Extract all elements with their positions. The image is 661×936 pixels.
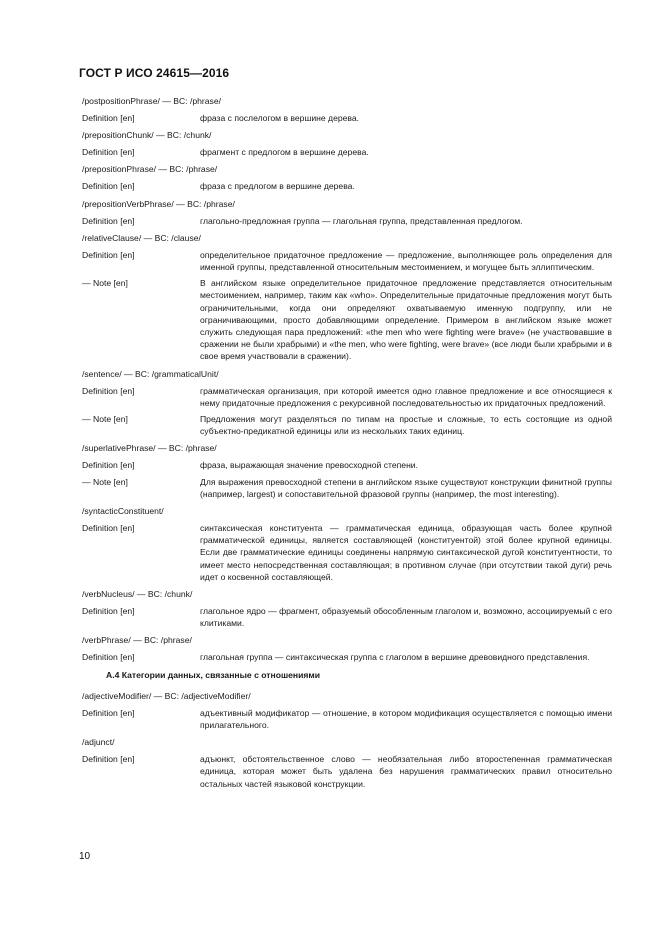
entry-label: Definition [en] [82, 523, 135, 534]
entry-row [82, 277, 612, 362]
entry-text: фраза с послелогом в вершине дерева. [200, 113, 360, 123]
entry-row [82, 522, 612, 583]
entry-heading: /adjunct/ [82, 737, 115, 748]
entry-label: Definition [en] [82, 385, 135, 396]
entry-heading: /prepositionChunk/ — BC: /chunk/ [82, 130, 212, 141]
entry-row [82, 249, 612, 273]
entry-heading: /verbNucleus/ — BC: /chunk/ [82, 589, 193, 600]
entry-row [82, 459, 612, 471]
section-title: А.4 Категории данных, связанные с отношениями [106, 669, 321, 680]
entry-text: Для выражения превосходной степени в английском языке существуют конструкции финитной группы (например, largest) и сопоставительной фразовой группы (например, the most interesting). [200, 476, 612, 499]
entry-text: В английском языке определительное придаточное предложение представляется относительным местоимением, например, таким как «who». Определительные придаточные предложения могут быть ограничительными, когда они определяют охватываемую именную подгруппу, или не ограничивающими, просто добавляющими определение. Примером в английском языке может служить следующая пара предложений: «the men who were fighting were brave» (не участвовавшие в сражении не были храбрыми) и «the men, who were fighting, were brave» (все люди были храбрыми и в свое время участвовали в сражении). [200, 278, 612, 362]
entry-row [82, 753, 612, 790]
entry-heading: /relativeClause/ — BC: /clause/ [82, 232, 201, 243]
entry-row [82, 413, 612, 437]
entry-label: Definition [en] [82, 147, 135, 158]
entry-heading: /superlativePhrase/ — BC: /phrase/ [82, 443, 217, 454]
entry-row [82, 385, 612, 409]
entry-text: адъюнкт, обстоятельственное слово — необязательная либо второстепенная грамматическая единица, которая может быть удалена без нарушения грамматических правил относительно остальных частей языковой конструкции. [200, 754, 612, 789]
entry-text: грамматическая организация, при которой имеется одно главное предложение и все относящиеся к нему придаточные предложения с рекурсивной последовательностью их придаточных предложений. [200, 385, 612, 408]
entry-label: — Note [en] [82, 414, 128, 425]
entry-label: Definition [en] [82, 754, 135, 765]
entry-row [82, 180, 612, 192]
entry-text: глагольная группа — синтаксическая группа с глаголом в вершине древовидного представления. [200, 652, 590, 663]
entry-text: синтаксическая конституента — грамматическая единица, образующая часть более крупной грамматической единицы, является составляющей (конституентой) этой более крупной единицы. Если две грамматические единицы соединены напрямую синтаксической дугой конституентности, то имеет место непосредственная составляющая; в противном случае (при отсутствии такой дуги) речь идет о косвенной составляющей. [200, 523, 612, 582]
entry-heading: /postpositionPhrase/ — BC: /phrase/ [82, 96, 222, 106]
entry-row [82, 146, 612, 158]
entry-text: определительное придаточное предложение — предложение, выполняющее роль определения для именной группы, представленной относительным местоимением, и могущее быть эллиптическим. [200, 249, 612, 273]
entry-label: Definition [en] [82, 652, 135, 663]
entry-label: Definition [en] [82, 606, 135, 617]
entry-heading: /adjectiveModifier/ — BC: /adjectiveModifier/ [82, 690, 251, 701]
entry-label: Definition [en] [82, 707, 135, 718]
entry-heading: /prepositionPhrase/ — BC: /phrase/ [82, 164, 218, 175]
entry-text: адъективный модификатор — отношение, в котором модификация осуществляется с помощью имени прилагательного. [200, 707, 612, 730]
entry-row [82, 651, 612, 663]
entry-label: Definition [en] [82, 181, 135, 192]
entry-row [82, 215, 612, 227]
entry-heading: /sentence/ — BC: /grammaticalUnit/ [82, 368, 219, 379]
entry-row [82, 112, 612, 124]
entry-row [82, 605, 612, 629]
entry-row [82, 707, 612, 731]
entry-label: Definition [en] [82, 113, 135, 123]
entry-heading: /syntacticConstituent/ [82, 506, 164, 517]
entry-text: фраза, выражающая значение превосходной степени. [200, 460, 418, 471]
entry-label: Definition [en] [82, 460, 135, 471]
entry-label: — Note [en] [82, 278, 128, 289]
entry-text: Предложения могут разделяться по типам на простые и сложные, то есть состоящие из одной субъектно-предикатной единицы или из нескольких таких единиц. [200, 414, 612, 437]
entry-label: — Note [en] [82, 476, 128, 487]
page-header-title: ГОСТ Р ИСО 24615—2016 [79, 66, 230, 80]
entry-heading: /prepositionVerbPhrase/ — BC: /phrase/ [82, 198, 235, 209]
entry-heading: /verbPhrase/ — BC: /phrase/ [82, 635, 192, 646]
entry-text: фраза с предлогом в вершине дерева. [200, 181, 355, 192]
page-number: 10 [79, 851, 91, 862]
entry-text: глагольное ядро — фрагмент, образуемый обособленным глаголом и, возможно, ассоциируемый с его клитиками. [200, 606, 612, 629]
entry-label: Definition [en] [82, 249, 135, 260]
entry-row [82, 476, 612, 500]
entry-label: Definition [en] [82, 215, 135, 226]
entry-text: фрагмент с предлогом в вершине дерева. [200, 147, 369, 158]
document-body [82, 95, 612, 795]
entry-text: глагольно-предложная группа — глагольная группа, представленная предлогом. [200, 215, 523, 226]
